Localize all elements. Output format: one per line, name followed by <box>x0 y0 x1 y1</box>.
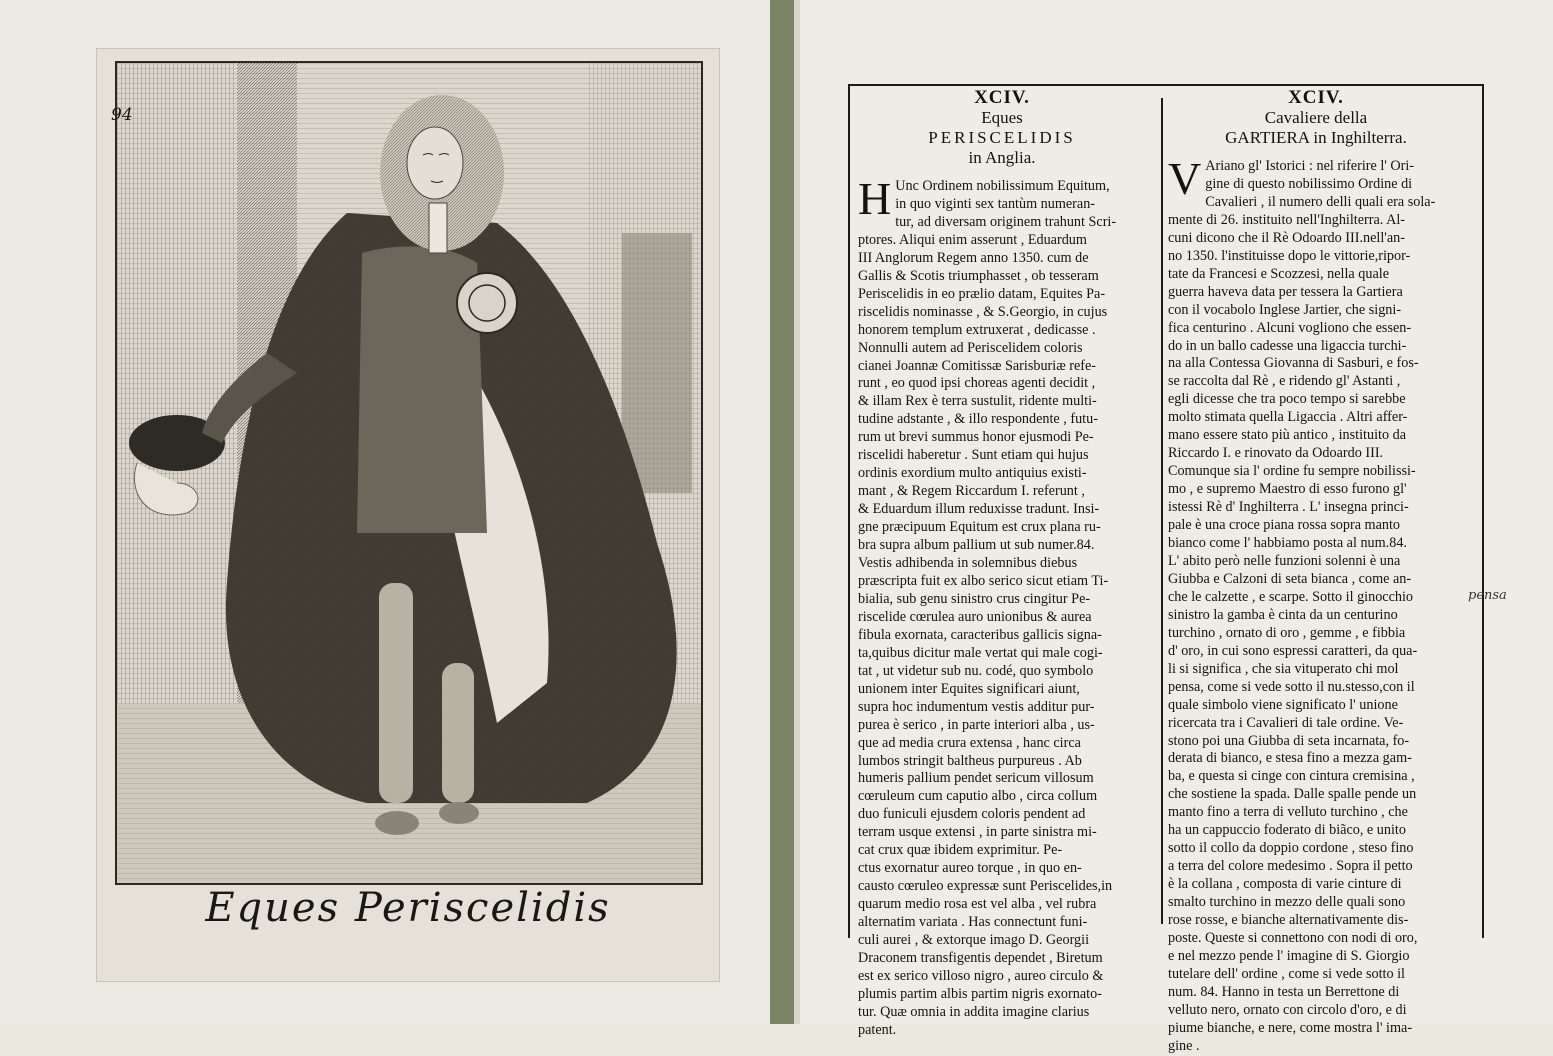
left-text-line: bra supra album pallium ut sub numer.84. <box>858 537 1095 554</box>
right-text-line: con il vocabolo Inglese Jartier, che signi- <box>1168 301 1402 318</box>
right-text-line: tutelare dell' ordine , come si vede sotto il <box>1168 965 1405 982</box>
right-text-line: piume bianche, e nere, come mostra l' ima- <box>1168 1019 1413 1036</box>
left-text-line: ordinis exordium multo antiquius existi- <box>858 465 1087 482</box>
right-text-line: manto fino a terra di velluto turchino , che <box>1168 804 1408 821</box>
right-text-line: bianco come l' habbiamo posta al num.84. <box>1168 535 1407 552</box>
right-text-line: che sostiene la spada. Dalle spalle pende un <box>1168 786 1417 803</box>
right-text-line: egli dicesse che tra poco tempo si sarebbe <box>1168 391 1406 408</box>
left-text-line: bialia, sub genu sinistro crus cingitur Pe- <box>858 590 1091 607</box>
latin-title-line2: PERISCELIDIS <box>928 128 1076 147</box>
right-text-line: Ariano gl' Istorici : nel riferire l' Ori- <box>1205 158 1415 174</box>
latin-title-line3: in Anglia. <box>968 148 1036 167</box>
right-text-line: sotto il collo da doppio cordone , steso fino <box>1168 840 1414 857</box>
plate-number: 94 <box>111 105 133 125</box>
left-text-line: culi aurei , & extorque imago D. Georgii <box>858 932 1090 949</box>
left-text-line: Periscelidis in eo prælio datam, Equites Pa- <box>858 285 1106 302</box>
left-text-line: alternatim variata . Has connectunt funi- <box>858 914 1088 931</box>
right-text-line: sinistro la gamba è cinta da un centurino <box>1168 606 1398 623</box>
right-text-line: fica centurino . Alcuni vogliono che essen- <box>1168 319 1412 336</box>
plate-caption: Eques Periscelidis <box>205 885 611 931</box>
italian-heading <box>1168 88 1464 148</box>
left-text-line: & Eduardum illum reduxisse tradunt. Insi- <box>858 501 1100 518</box>
left-text-line: unionem inter Equites significari aiunt, <box>858 680 1080 697</box>
left-text-line: quarum medio rosa est vel alba , vel rubra <box>858 896 1097 913</box>
left-page <box>0 0 770 1024</box>
left-text-line: III Anglorum Regem anno 1350. cum de <box>858 249 1089 266</box>
right-text-line: mo , e supremo Maestro di esso furono gl' <box>1168 481 1407 498</box>
right-text-line: istessi Rè d' Inghilterra . L' insegna princi- <box>1168 499 1409 516</box>
right-text-line: poste. Queste si connettono con nodi di oro, <box>1168 929 1418 946</box>
left-text-line: mant , & Regem Riccardum I. referunt , <box>858 483 1085 500</box>
latin-heading <box>858 88 1146 168</box>
right-text-line: no 1350. l'instituisse dopo le vittorie,ripor- <box>1168 247 1411 264</box>
left-text-line: riscelide cœrulea auro unionibus & aurea <box>858 608 1092 625</box>
left-text-line: est ex serico villoso nigro , aureo circulo & <box>858 967 1104 984</box>
italian-column <box>1168 88 1464 1056</box>
right-text-line: cuni dicono che il Rè Odoardo III.nell'an- <box>1168 229 1405 246</box>
right-text-line: mano essere stato più antico , instituito da <box>1168 427 1406 444</box>
knight-engraving <box>117 63 701 883</box>
right-text-line: li si significa , che sia vituperato chi mol <box>1168 660 1399 677</box>
right-text-line: a terra del colore medesimo . Sopra il petto <box>1168 858 1413 875</box>
left-text-line: riscelidi haberetur . Sunt etiam qui hujus <box>858 447 1089 464</box>
left-text-line: patent. <box>858 1021 897 1038</box>
margin-annotation: pensa <box>1468 588 1507 603</box>
right-text-line: Comunque sia l' ordine fu sempre nobilissi- <box>1168 463 1416 480</box>
left-text-line: tat , ut videtur sub nu. codé, quo symbolo <box>858 662 1094 679</box>
left-text-line: riscelidis nominasse , & S.Georgio, in cujus <box>858 303 1108 320</box>
left-text-line: duo funiculi ejusdem coloris pendent ad <box>858 806 1086 823</box>
right-text-line: L' abito però nelle funzioni solenni è una <box>1168 552 1401 569</box>
latin-body <box>858 173 1146 1040</box>
italian-title-line2: GARTIERA in Inghilterra. <box>1225 128 1407 147</box>
latin-column <box>858 88 1146 1040</box>
right-text-line: smalto turchino in mezzo delle quali sono <box>1168 894 1406 911</box>
left-text-line: rum ut brevi summus honor ejusmodi Pe- <box>858 429 1094 446</box>
latin-dropcap: H <box>858 173 892 224</box>
left-text-line: humeris pallium pendet sericum villosum <box>858 770 1094 787</box>
right-text-line: gine . <box>1168 1037 1200 1054</box>
left-text-line: cianei Joannæ Comitissæ Sarisburiæ refe- <box>858 357 1097 374</box>
right-text-line: turchino , ornato di oro , gemme , e fibbia <box>1168 624 1406 641</box>
italian-dropcap: V <box>1168 153 1202 204</box>
right-text-line: guerra haveva data per tessera la Gartiera <box>1168 283 1403 300</box>
left-text-line: Draconem transfigentis dependet , Biretum <box>858 949 1103 966</box>
left-text-line: plumis partim albis partim nigris exornato- <box>858 985 1102 1002</box>
left-text-line: purea è serico , in parte interiori alba , us- <box>858 716 1095 733</box>
right-text-line: tate da Francesi e Scozzesi, nella quale <box>1168 265 1389 282</box>
right-text-line: è la collana , composta di varie cinture di <box>1168 876 1402 893</box>
right-text-line: Cavalieri , il numero delli quali era sola- <box>1205 193 1436 210</box>
right-page <box>800 0 1553 1054</box>
right-text-line: se raccolta dal Rè , e ridendo gl' Astanti , <box>1168 373 1401 390</box>
left-text-line: supra hoc indumentum vestis additur pur- <box>858 698 1095 715</box>
column-divider <box>1161 98 1163 924</box>
left-text-line: Vestis adhibenda in solemnibus diebus <box>858 555 1078 572</box>
left-text-line: terram usque extensi , in parte sinistra mi- <box>858 824 1097 841</box>
left-text-line: præscripta fuit ex albo serico sicut etiam Ti- <box>858 572 1109 589</box>
left-text-line: fibula exornata, caracteribus gallicis signa- <box>858 626 1102 643</box>
italian-body <box>1168 153 1464 1056</box>
right-text-line: Giubba e Calzoni di seta bianca , come an- <box>1168 570 1412 587</box>
left-text-line: tur, ad diversam originem trahunt Scri- <box>895 213 1117 230</box>
right-text-line: pensa, come si vede sotto il nu.stesso,con il <box>1168 678 1415 695</box>
left-text-line: cat crux quæ ibidem exprimitur. Pe- <box>858 842 1063 859</box>
right-text-line: mente di 26. instituito nell'Inghilterra. Al- <box>1168 211 1406 228</box>
right-text-line: stono poi una Giubba di seta incarnata, fo- <box>1168 732 1410 749</box>
right-text-line: pale è una croce piana rossa sopra manto <box>1168 517 1401 534</box>
right-text-line: rose rosse, e bianche alternativamente dis- <box>1168 912 1409 929</box>
right-text-line: velluto nero, ornato con circolo d'oro, e di <box>1168 1001 1407 1018</box>
right-text-line: Riccardo I. e rinovato da Odoardo III. <box>1168 445 1384 462</box>
latin-lines <box>858 173 1146 1040</box>
left-text-line: honorem templum extruxerat , dedicasse . <box>858 321 1096 338</box>
left-text-line: & illam Rex è terra sustulit, ridente multi- <box>858 393 1097 410</box>
engraving-plate <box>96 48 720 982</box>
italian-title-line1: Cavaliere della <box>1264 108 1368 127</box>
left-text-line: que ad media crura extensa , hanc circa <box>858 734 1081 751</box>
latin-numeral: XCIV. <box>974 87 1030 108</box>
left-text-line: ta,quibus dicitur male vertat qui male cogi- <box>858 644 1103 661</box>
right-text-line: che le calzette , e scarpe. Sotto il ginocchio <box>1168 588 1414 605</box>
left-text-line: Unc Ordinem nobilissimum Equitum, <box>895 178 1110 194</box>
right-text-line: do in un ballo cadesse una ligaccia turchi- <box>1168 337 1407 354</box>
right-text-line: derata di bianco, e stesa fino a mezza gam- <box>1168 750 1412 767</box>
left-text-line: ctus exornatur aureo torque , in quo en- <box>858 860 1082 877</box>
right-text-line: d' oro, in cui sono espressi caratteri, da qua- <box>1168 642 1418 659</box>
right-text-line: e nel mezzo pende l' imagine di S. Giorgio <box>1168 947 1410 964</box>
right-text-line: na alla Contessa Giovanna di Sasburi, e fos- <box>1168 355 1419 372</box>
book-spine <box>770 0 794 1024</box>
right-text-line: gine di questo nobilissimo Ordine di <box>1205 175 1413 192</box>
right-text-line: molto stimata quella Ligaccia . Altri affer- <box>1168 409 1408 426</box>
left-text-line: in quo viginti sex tantùm numeran- <box>895 195 1096 212</box>
left-text-line: gne præcipuum Equitum est crux plana ru- <box>858 519 1101 536</box>
latin-title-line1: Eques <box>981 108 1023 127</box>
right-text-line: ba, e questa si cinge con cintura cremisina , <box>1168 768 1415 785</box>
right-text-line: num. 84. Hanno in testa un Berrettone di <box>1168 983 1400 1000</box>
italian-numeral: XCIV. <box>1288 87 1344 108</box>
engraving-illustration <box>115 61 703 885</box>
left-text-line: tudine adstante , & illo respondente , futu- <box>858 411 1098 428</box>
left-text-line: cœruleum cum caputio albo , circa collum <box>858 788 1098 805</box>
left-text-line: Gallis & Scotis triumphasset , ob tesseram <box>858 267 1099 284</box>
right-text-line: ricercata tra i Cavalieri di tale ordine. Ve- <box>1168 714 1404 731</box>
left-text-line: ptores. Aliqui enim asserunt , Eduardum <box>858 231 1087 248</box>
right-text-line: quale simbolo viene significato l' unione <box>1168 696 1398 713</box>
left-text-line: tur. Quæ omnia in addita imagine clarius <box>858 1003 1090 1020</box>
left-text-line: causto cœruleo expressæ sunt Periscelides,in <box>858 878 1113 895</box>
left-text-line: Nonnulli autem ad Periscelidem coloris <box>858 339 1083 356</box>
right-text-line: ha un cappuccio foderato di biãco, e unito <box>1168 822 1406 839</box>
left-text-line: lumbos stringit baltheus purpureus . Ab <box>858 752 1082 769</box>
left-text-line: runt , eo quod ipsi choreas agenti decidit , <box>858 375 1096 392</box>
italian-lines <box>1168 153 1464 1056</box>
